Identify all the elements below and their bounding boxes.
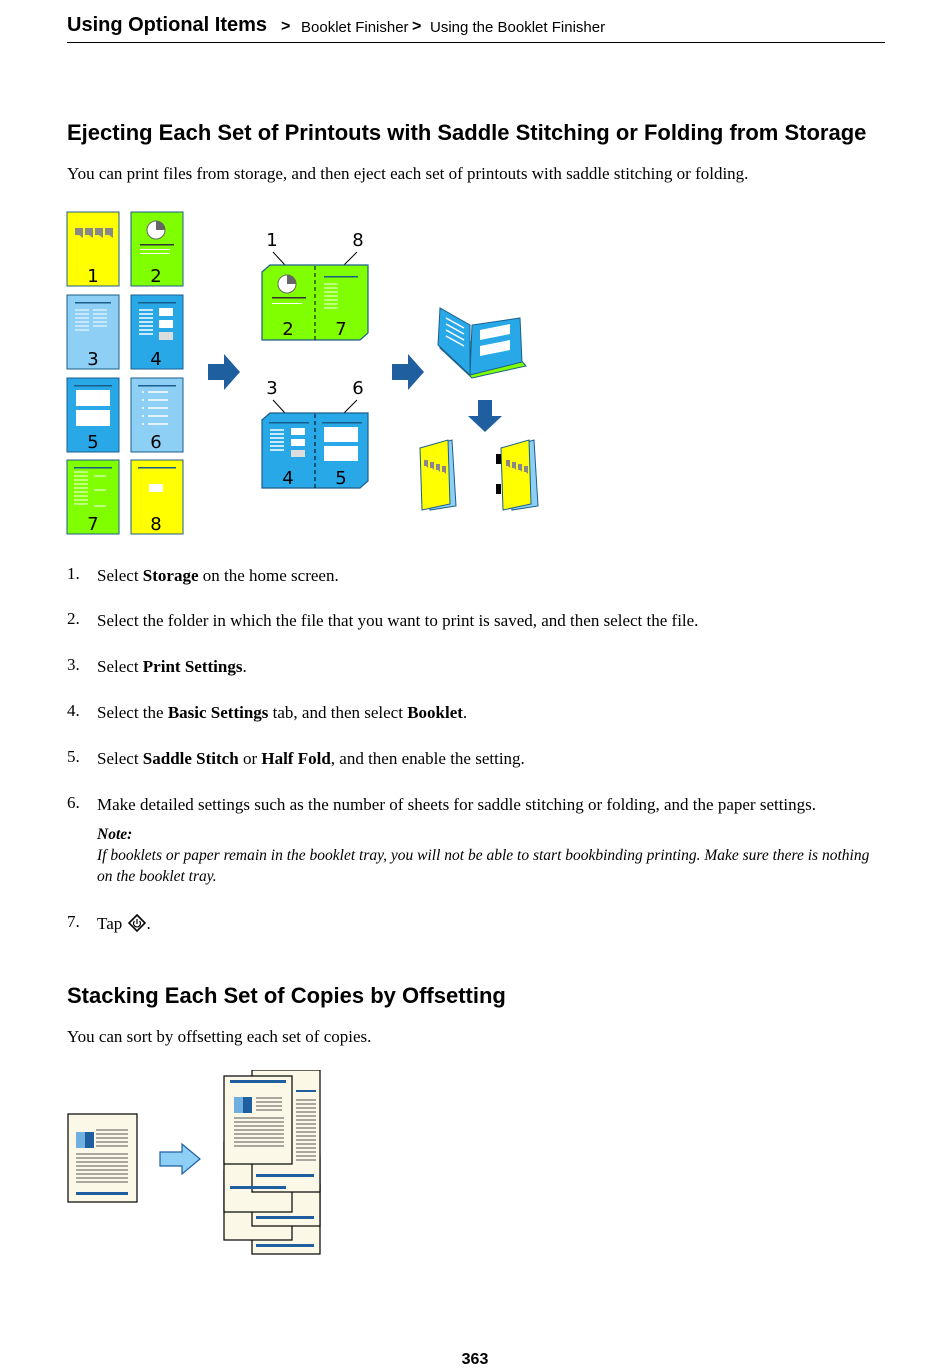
page-num-6: 6 xyxy=(150,432,162,453)
folded-booklet-half-fold xyxy=(496,440,538,510)
note-box xyxy=(97,824,877,887)
page-tile-8 xyxy=(131,460,183,535)
section-intro-stack: You can sort by offsetting each set of copies. xyxy=(67,1027,372,1046)
page-tile-3 xyxy=(67,295,119,370)
sheet-bottom xyxy=(262,378,368,489)
page-num-8: 8 xyxy=(150,514,162,535)
ui-term-storage: Storage xyxy=(142,566,199,585)
page-number: 363 xyxy=(461,1351,489,1368)
svg-text:3: 3 xyxy=(266,378,278,399)
svg-text:6: 6 xyxy=(352,378,364,399)
arrow-right-icon xyxy=(160,1144,200,1174)
svg-text:2: 2 xyxy=(282,319,294,340)
page-tile-2 xyxy=(131,212,183,287)
arrow-right-icon xyxy=(392,354,424,390)
booklet-process-diagram xyxy=(60,200,560,545)
ui-term-half-fold: Half Fold xyxy=(261,749,331,768)
arrow-down-icon xyxy=(468,400,502,432)
breadcrumb-separator: > xyxy=(412,18,422,35)
page-num-7: 7 xyxy=(87,514,99,535)
note-title: Note: xyxy=(97,826,133,843)
svg-text:7: 7 xyxy=(335,319,347,340)
breadcrumb-section[interactable]: Using Optional Items xyxy=(67,14,268,36)
svg-text:5: 5 xyxy=(335,468,347,489)
breadcrumb xyxy=(67,12,885,43)
page-tile-7 xyxy=(67,460,119,535)
breadcrumb-separator: > xyxy=(281,18,291,35)
ui-term-basic-settings: Basic Settings xyxy=(167,703,269,722)
page-tile-1 xyxy=(67,212,119,287)
ui-term-booklet: Booklet xyxy=(407,703,463,722)
section-intro-eject: You can print files from storage, and then eject each set of printouts with saddle stitching or folding. xyxy=(67,164,749,183)
offset-stack xyxy=(224,1070,320,1254)
start-diamond-icon xyxy=(128,914,146,932)
section-title-eject: Ejecting Each Set of Printouts with Saddle Stitching or Folding from Storage xyxy=(67,120,867,145)
arrow-right-icon xyxy=(208,354,240,390)
svg-text:1: 1 xyxy=(266,230,278,251)
svg-text:4: 4 xyxy=(282,468,294,489)
ui-term-saddle-stitch: Saddle Stitch xyxy=(142,749,239,768)
manual-page: Using Optional Items > Booklet Finisher > Using the Booklet Finisher Ejecting Each Set of Printouts with Saddle Stitching or Folding from Storage You can print files from storage, and then eject each set of printouts with saddle stitching or folding. 1 2 3 4 5 6 7 8 1 8 2 7 3 6 4 5 1. Select Storage on the home screen. 2. Select the folder in which the file that you want to print is saved, and then select the file. 3. Select Print Settings. 4. Select the Basic Settings tab, and then select Booklet. 5. Select Saddle Stitch or Half Fold, and then enable the setting. 6. Make detailed settings such as the number of sheets for saddle stitching or folding, and the paper settings. Note: If booklets or paper remain in the booklet tray, you will not be able to start bookbinding printing. Make sure there is nothing on the booklet tray. 7. Tap . Stacking Each Set of Copies by Offsetting You can sort by offsetting each set of copies. 363 xyxy=(0,0,950,1370)
page-num-3: 3 xyxy=(87,349,99,370)
breadcrumb-using-booklet-finisher[interactable]: Using the Booklet Finisher xyxy=(430,19,606,36)
note-text: If booklets or paper remain in the booklet tray, you will not be able to start bookbinding printing. Make sure there is nothing on the booklet tray. xyxy=(97,847,870,885)
sheet-top xyxy=(262,230,368,340)
svg-text:8: 8 xyxy=(352,230,364,251)
ui-term-print-settings: Print Settings xyxy=(142,657,243,676)
page-tile-5 xyxy=(67,378,119,453)
page-num-2: 2 xyxy=(150,266,162,287)
breadcrumb-booklet-finisher[interactable]: Booklet Finisher xyxy=(301,19,409,36)
page-tile-6 xyxy=(131,378,183,453)
open-booklet xyxy=(438,308,526,378)
folded-booklet-stitched xyxy=(420,440,456,510)
page-num-1: 1 xyxy=(87,266,99,287)
page-num-4: 4 xyxy=(150,349,162,370)
page-tile-4 xyxy=(131,295,183,370)
offset-stacking-diagram xyxy=(60,1070,340,1265)
single-document xyxy=(68,1114,137,1202)
section-title-stack: Stacking Each Set of Copies by Offsetting xyxy=(67,983,506,1008)
page-num-5: 5 xyxy=(87,432,99,453)
